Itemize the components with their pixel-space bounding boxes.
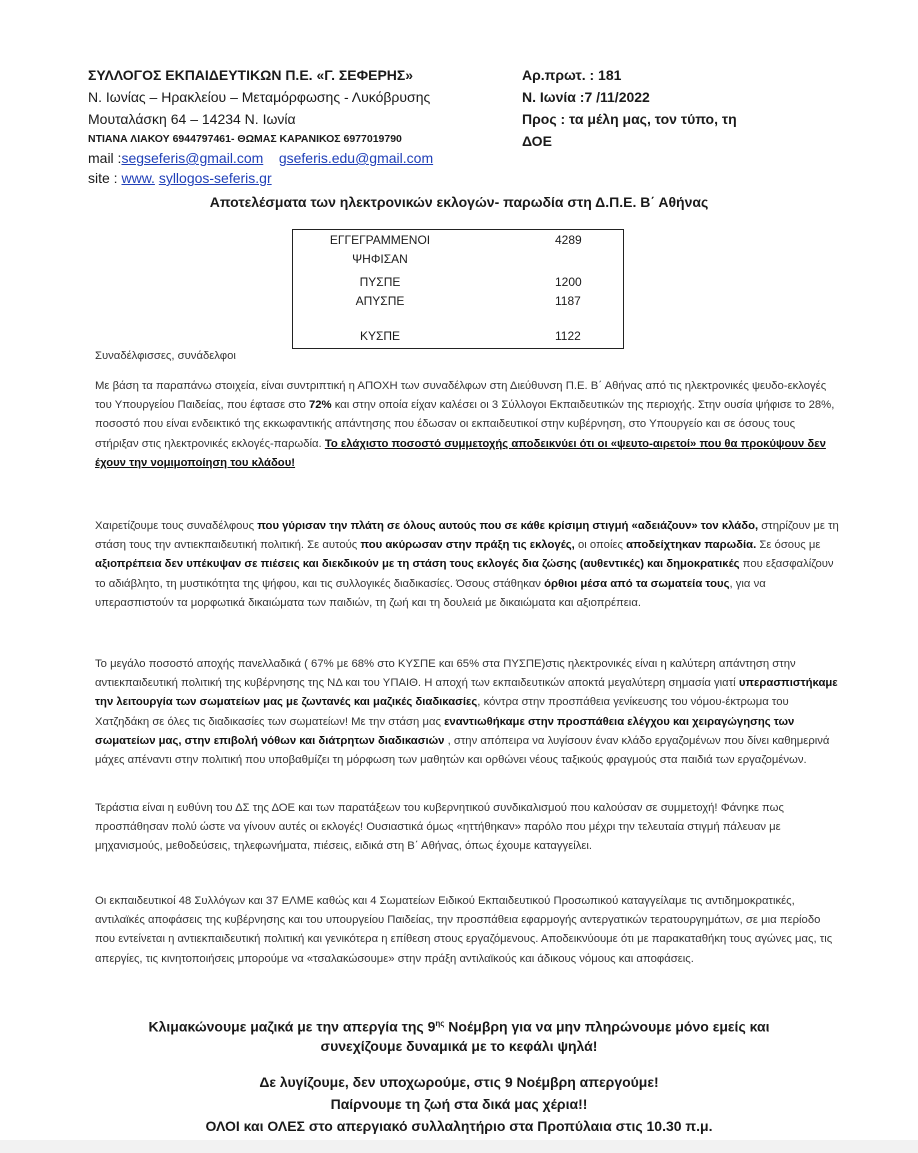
results-value: 4289 <box>555 233 582 247</box>
recipients-cont: ΔΟΕ <box>522 133 552 149</box>
paragraph-1: Με βάση τα παραπάνω στοιχεία, είναι συντριπτική η ΑΠΟΧΗ των συναδέλφων στη Διεύθυνση Π.Ε. Β΄ Αθήνας από τις ηλεκτρονικές ψευδο-εκλογές του Υπουργείου Παιδείας, που έφτασε στο 72% και στην οποία είχαν καλέσει οι 3 Σύλλογοι Εκπαιδευτικών της περιοχής. Στην ουσία ψήφισε το 28%, ποσοστό που είναι ενδεικτικό της εκκωφαντικής απάντησης που έδωσαν οι εκπαιδευτικοί στην κυβέρνηση, στο Υπουργείο και σε όσους τους στήριξαν στις ηλεκτρονικές εκλογές-παρωδία. Το ελάχιστο ποσοστό συμμετοχής αποδεικνύει ότι οι «ψευτο-αιρετοί» που θα προκύψουν δεν έχουν την νομιμοποίηση του κλάδου! <box>95 380 835 469</box>
site-line <box>88 168 518 188</box>
paragraph-4: Τεράστια είναι η ευθύνη του ΔΣ της ΔΟΕ και των παρατάξεων του κυβερνητικού συνδικαλισμού που καλούσαν σε συμμετοχή! Φάνηκε πως προσπάθησαν πολύ ώστε να γίνουν αυτές οι εκλογές! Ουσιαστικά όμως «ηττήθηκαν» παρόλο που μέχρι την τελευταία στιγμή πάλευαν με μηχανισμούς, μεθοδεύσεις, τηλεφωνήματα, πιέσεις, ειδικά στη Β΄ Αθήνας, όπως έχουμε καταγγείλει. <box>95 802 784 853</box>
paragraph-3: Το μεγάλο ποσοστό αποχής πανελλαδικά ( 67% με 68% στο ΚΥΣΠΕ και 65% στα ΠΥΣΠΕ)στις ηλεκτρονικές είναι η καλύτερη απάντηση στην αντιεκπαιδευτική πολιτική της κυβέρνησης της ΝΔ και του ΥΠΑΙΘ. Η αποχή των εκπαιδευτικών αποκτά μεγαλύτερη σημασία γιατί υπερασπιστήκαμε την λειτουργία των σωματείων μας με ζωντανές και μαζικές διαδικασίες, κόντρα στην προσπάθεια γενίκευσης του νόμου-έκτρωμα του Χατζηδάκη σε όλες τις διαδικασίες των σωματείων! Με την στάση μας εναντιωθήκαμε στην προσπάθεια ελέγχου και χειραγώγησης των σωματείων μας, στην επιβολή νόθων και διάτρητων διαδικασιών , στην απόπειρα να λυγίσουν έναν κλάδο εργαζομένων που δίνει καθημερινά μάχες απέναντι στην πολιτική που υποβαθμίζει τη μόρφωση των μαθητών και ορθώνει νέους ταξικούς φραγμούς στα παιδιά των εργαζομένων. <box>95 658 838 767</box>
letter-date: Ν. Ιωνία :7 /11/2022 <box>522 89 650 105</box>
results-label: ΑΠΥΣΠΕ <box>355 294 405 308</box>
mail-line <box>88 148 518 168</box>
paragraph-5: Οι εκπαιδευτικοί 48 Συλλόγων και 37 ΕΛΜΕ καθώς και 4 Σωματείων Ειδικού Εκπαιδευτικού Προσωπικού καταγγείλαμε τις αντιδημοκρατικές, αντιλαϊκές αποφάσεις της κυβέρνησης και του υπουργείου Παιδείας, την προσπάθεια εφαρμογής αντεργατικών τερατουργημάτων, σε μια περίοδο που εντείνεται η αντιεκπαιδευτική πολιτική και γενικότερα η επίθεση στους εργαζόμενους. Αποδεικνύουμε ότι με παρακαταθήκη τους αγώνες μας, τις απεργίες, τις κινητοποιήσεις μπορούμε να «τσαλακώσουμε» στην πράξη αντιλαϊκούς και άδικους νόμους και αποφάσεις. <box>95 895 833 965</box>
closing-line-3: Δε λυγίζουμε, δεν υποχωρούμε, στις 9 Νοέμβρη απεργούμε! <box>259 1074 659 1090</box>
org-areas: Ν. Ιωνίας – Ηρακλείου – Μεταμόρφωσης - Λυκόβρυσης <box>88 89 431 105</box>
results-table <box>292 229 624 349</box>
document-title: Αποτελέσματα των ηλεκτρονικών εκλογών- παρωδία στη Δ.Π.Ε. Β΄ Αθήνας <box>209 194 709 210</box>
mail-link-1[interactable]: segseferis@gmail.com <box>121 150 264 166</box>
org-contacts: ΝΤΙΑΝΑ ΛΙΑΚΟΥ 6944797461- ΘΩΜΑΣ ΚΑΡΑΝΙΚΟΣ 6977019790 <box>88 133 402 145</box>
results-label: ΨΗΦΙΣΑΝ <box>352 252 408 266</box>
results-label: ΠΥΣΠΕ <box>359 275 401 289</box>
paragraph-1-emphasis: Το ελάχιστο ποσοστό συμμετοχής αποδεικνύει ότι οι «ψευτο-αιρετοί» που θα προκύψουν δεν έχουν την νομιμοποίηση του κλάδου! <box>95 437 826 469</box>
recipients: Προς : τα μέλη μας, τον τύπο, τη <box>522 111 737 127</box>
closing-line-4: Παίρνουμε τη ζωή στα δικά μας χέρια!! <box>330 1096 588 1112</box>
page-bottom-edge <box>0 1140 918 1153</box>
letter-meta <box>522 64 842 152</box>
org-name: ΣΥΛΛΟΓΟΣ ΕΚΠΑΙΔΕΥΤΙΚΩΝ Π.Ε. «Γ. ΣΕΦΕΡΗΣ» <box>88 67 414 83</box>
site-link-domain[interactable]: syllogos-seferis.gr <box>158 170 272 186</box>
site-label: site : <box>88 170 118 186</box>
paragraph-2: Χαιρετίζουμε τους συναδέλφους που γύρισαν την πλάτη σε όλους αυτούς που σε κάθε κρίσιμη στιγμή «αδειάζουν» τον κλάδο, στηρίζουν με τη στάση τους την αντιεκπαιδευτική πολιτική. Σε αυτούς που ακύρωσαν στην πράξη τις εκλογές, οι οποίες αποδείχτηκαν παρωδία. Σε όσους με αξιοπρέπεια δεν υπέκυψαν σε πιέσεις και διεκδικούν με τη στάση τους εκλογές δια ζώσης (αυθεντικές) και δημοκρατικές που εξασφαλίζουν το αδιάβλητο, τη μυστικότητα της ψήφου, και τις συλλογικές διαδικασίες. Όσους στάθηκαν όρθιοι μέσα από τα σωματεία τους, για να υπερασπιστούν τα μορφωτικά δικαιώματα των παιδιών, τη ζωή και τη δουλειά με δικαιώματα και αξιοπρέπεια. <box>95 520 839 609</box>
protocol-number: Αρ.πρωτ. : 181 <box>522 67 622 83</box>
closing-line-1: Κλιμακώνουμε μαζικά με την απεργία της $9^{\eta\varsigma}$ Νοέμβρη για να μην πληρώνουμε μόνο εμείς και <box>148 1018 770 1035</box>
closing-line-2: συνεχίζουμε δυναμικά με το κεφάλι ψηλά! <box>320 1038 598 1054</box>
closing-line-5: ΟΛΟΙ και ΟΛΕΣ στο απεργιακό συλλαλητήριο στα Προπύλαια στις 10.30 π.μ. <box>205 1118 713 1134</box>
results-value: 1200 <box>555 275 582 289</box>
greeting: Συναδέλφισσες, συνάδελφοι <box>95 350 236 362</box>
mail-label: mail : <box>88 150 122 166</box>
site-link-www[interactable]: www. <box>121 170 155 186</box>
letterhead <box>88 64 518 188</box>
mail-link-2[interactable]: gseferis.edu@gmail.com <box>278 150 434 166</box>
results-value: 1187 <box>555 294 581 308</box>
results-label: ΚΥΣΠΕ <box>359 329 401 343</box>
org-address: Μουταλάσκη 64 – 14234 Ν. Ιωνία <box>88 111 296 127</box>
results-label: ΕΓΓΕΓΡΑΜΜΕΝΟΙ <box>329 233 431 247</box>
results-value: 1122 <box>555 329 581 343</box>
